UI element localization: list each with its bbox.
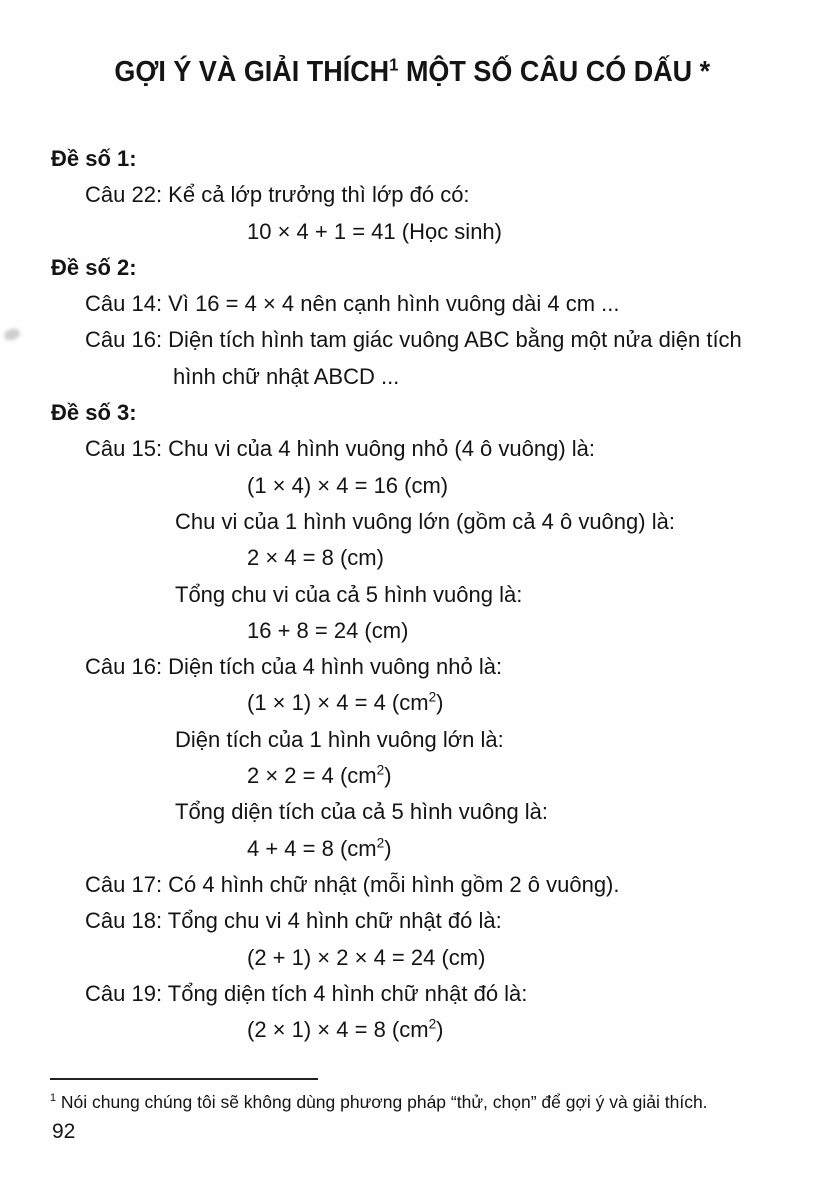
subline-line: Diện tích của 1 hình vuông lớn là: bbox=[175, 726, 504, 752]
formula-line: 4 + 4 = 8 $(cm^2)$ bbox=[247, 835, 392, 861]
question-line: Câu 16: Diện tích hình tam giác vuông ABC bằng một nửa diện tích bbox=[85, 327, 742, 353]
formula-line: 2 × 4 = 8 (cm) bbox=[247, 545, 384, 571]
formula-line: 10 × 4 + 1 = 41 (Học sinh) bbox=[247, 218, 502, 244]
question-line: Câu 16: Diện tích của 4 hình vuông nhỏ là: bbox=[85, 654, 503, 680]
subline-line: Chu vi của 1 hình vuông lớn (gồm cả 4 ô vuông) là: bbox=[175, 508, 675, 534]
footnote bbox=[50, 1090, 708, 1114]
formula-line: (1 × 1) × 4 = 4 $(cm^2)$ bbox=[247, 690, 444, 716]
superscript: 2 bbox=[376, 835, 385, 851]
superscript: 2 bbox=[428, 690, 437, 706]
question-line: Câu 14: Vì 16 = 4 × 4 nên cạnh hình vuông dài 4 cm ... bbox=[85, 291, 620, 317]
formula-line: (2 + 1) × 2 × 4 = 24 (cm) bbox=[247, 944, 486, 970]
subline-line: Tổng diện tích của cả 5 hình vuông là: bbox=[175, 799, 549, 825]
section-heading: Đề số 1: bbox=[51, 146, 137, 171]
continuation-line: hình chữ nhật ABCD ... bbox=[173, 363, 400, 389]
question-line: Câu 22: Kể cả lớp trưởng thì lớp đó có: bbox=[85, 182, 470, 208]
question-line: Câu 17: Có 4 hình chữ nhật (mỗi hình gồm 2 ô vuông). bbox=[85, 871, 620, 897]
footnote-text: Nói chung chúng tôi sẽ không dùng phương pháp “thử, chọn” để gợi ý và giải thích. bbox=[56, 1092, 708, 1112]
page-title bbox=[0, 56, 824, 89]
formula-line: 16 + 8 = 24 (cm) bbox=[247, 617, 409, 643]
section-heading: Đề số 3: bbox=[51, 400, 137, 426]
question-line: Câu 18: Tổng chu vi 4 hình chữ nhật đó là: bbox=[85, 908, 502, 934]
page-number: 92 bbox=[52, 1120, 76, 1143]
formula-line: (1 × 4) × 4 = 16 (cm) bbox=[247, 472, 449, 498]
footnote-marker: 1 bbox=[50, 1092, 57, 1105]
question-line: Câu 15: Chu vi của 4 hình vuông nhỏ (4 ô vuông) là: bbox=[85, 436, 596, 462]
document-body bbox=[0, 141, 824, 1048]
superscript: 2 bbox=[376, 762, 385, 778]
section-heading: Đề số 2: bbox=[51, 254, 137, 280]
title-footnote-marker: 1 bbox=[388, 54, 399, 75]
footnote-divider bbox=[50, 1078, 318, 1080]
question-line: Câu 19: Tổng diện tích 4 hình chữ nhật đó là: bbox=[85, 980, 528, 1006]
subline-line: Tổng chu vi của cả 5 hình vuông là: bbox=[175, 581, 523, 607]
page-title-suffix: MỘT SỐ CÂU CÓ DẤU * bbox=[398, 56, 710, 88]
formula-line: 2 × 2 = 4 $(cm^2)$ bbox=[247, 762, 392, 789]
formula-line: (2 × 1) × 4 = 8 $(cm^2)$ bbox=[247, 1016, 444, 1043]
page-title-text: GỢI Ý VÀ GIẢI THÍCH bbox=[114, 56, 389, 88]
superscript: 2 bbox=[428, 1016, 437, 1032]
